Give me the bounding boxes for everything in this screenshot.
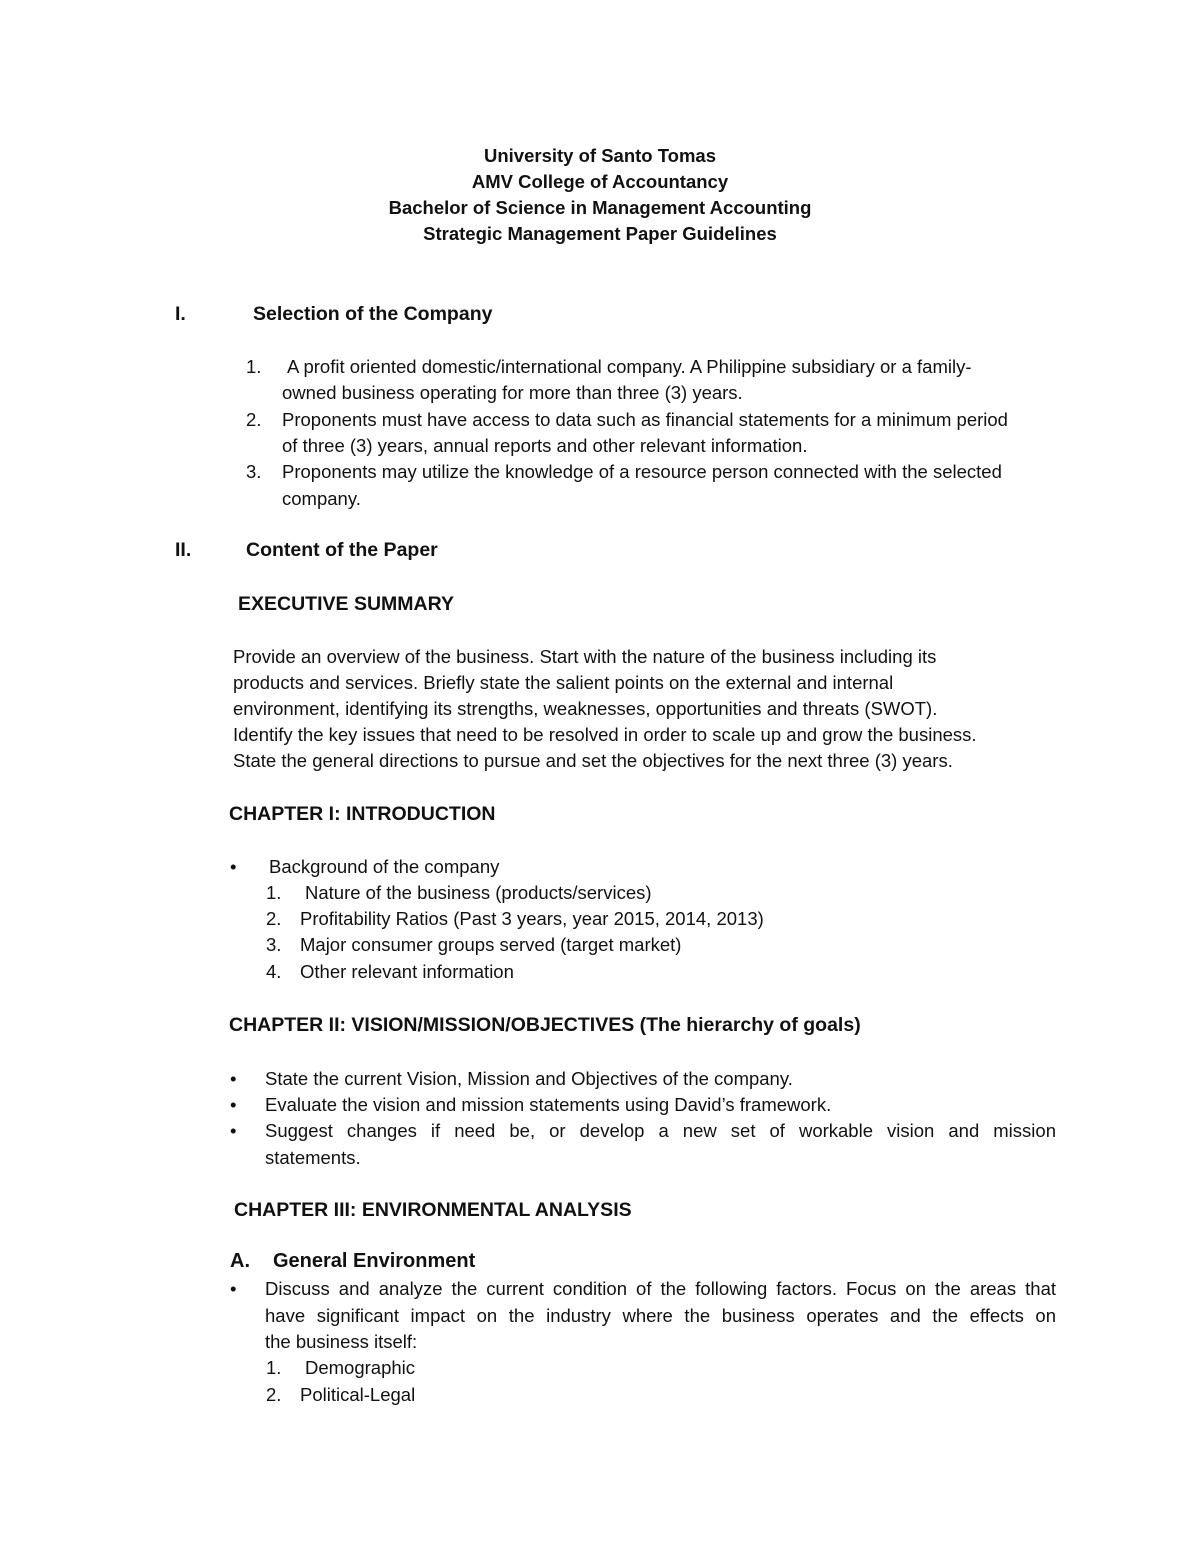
chapter-2-heading: CHAPTER II: VISION/MISSION/OBJECTIVES (The hierarchy of goals) [229,1014,861,1036]
bullet-icon: • [230,1068,237,1089]
list-item-number: 3. [246,461,262,482]
list-item-number: 1. [266,1357,282,1378]
section-1-numeral: I. [175,303,186,325]
paragraph-line: products and services. Briefly state the salient points on the external and internal [233,672,894,693]
list-item-text: company. [282,488,361,509]
bullet-text: the business itself: [265,1331,418,1352]
list-item-number: 4. [266,961,282,982]
list-item-text: Political-Legal [300,1384,416,1405]
subsection-title: General Environment [273,1250,476,1272]
list-item-text: owned business operating for more than three (3) years. [282,382,743,403]
program-name: Bachelor of Science in Management Accounting [388,197,812,218]
executive-summary-heading: EXECUTIVE SUMMARY [238,593,454,615]
document-title: Strategic Management Paper Guidelines [423,223,777,244]
list-item-text: Nature of the business (products/services) [305,882,652,903]
list-item-text: Demographic [305,1357,416,1378]
section-1-title: Selection of the Company [253,303,493,325]
bullet-icon: • [230,1278,237,1299]
paragraph-line: environment, identifying its strengths, weaknesses, opportunities and threats (SWOT). [233,698,938,719]
bullet-text: State the current Vision, Mission and Objectives of the company. [265,1068,793,1089]
college-name: AMV College of Accountancy [471,171,729,192]
list-item-number: 1. [246,356,262,377]
paragraph-line: State the general directions to pursue and set the objectives for the next three (3) years. [233,750,953,771]
list-item-text: Proponents must have access to data such as financial statements for a minimum period [282,409,1008,430]
bullet-text: Background of the company [269,856,500,877]
bullet-text: Suggest changes if need be, or develop a new set of workable vision and mission [265,1120,1056,1141]
list-item-text: Proponents may utilize the knowledge of a resource person connected with the selected [282,461,1002,482]
list-item-text: Other relevant information [300,961,514,982]
subsection-letter: A. [230,1250,250,1272]
list-item-text: Major consumer groups served (target market) [300,934,682,955]
list-item-text: of three (3) years, annual reports and other relevant information. [282,435,808,456]
paragraph-line: Identify the key issues that need to be resolved in order to scale up and grow the business. [233,724,977,745]
bullet-text: Evaluate the vision and mission statements using David’s framework. [265,1094,832,1115]
bullet-icon: • [230,856,237,877]
list-item-number: 2. [266,1384,282,1405]
chapter-1-heading: CHAPTER I: INTRODUCTION [229,803,496,825]
list-item-number: 2. [266,908,282,929]
section-2-numeral: II. [175,539,192,561]
paragraph-line: Provide an overview of the business. Start with the nature of the business including its [233,646,937,667]
list-item-number: 3. [266,934,282,955]
list-item-number: 2. [246,409,262,430]
bullet-text: have significant impact on the industry where the business operates and the effects on [265,1305,1056,1326]
chapter-3-heading: CHAPTER III: ENVIRONMENTAL ANALYSIS [234,1199,632,1221]
university-name: University of Santo Tomas [484,145,716,166]
list-item-number: 1. [266,882,282,903]
list-item-text: Profitability Ratios (Past 3 years, year 2015, 2014, 2013) [300,908,764,929]
bullet-text: Discuss and analyze the current condition of the following factors. Focus on the areas that [265,1278,1056,1299]
list-item-text: A profit oriented domestic/international company. A Philippine subsidiary or a family- [287,356,972,377]
bullet-icon: • [230,1094,237,1115]
bullet-text: statements. [265,1147,361,1168]
section-2-title: Content of the Paper [246,539,438,561]
bullet-icon: • [230,1120,237,1141]
